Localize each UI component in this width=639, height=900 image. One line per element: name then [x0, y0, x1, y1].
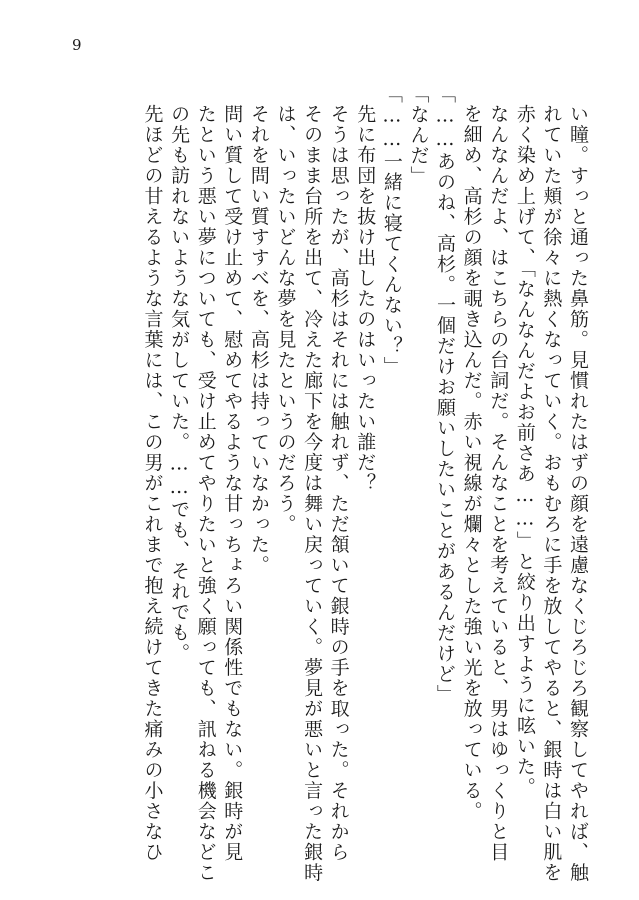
text-line: たという悪い夢についても、受け止めてやりたいと強く願っても、訊ねる機会などこ: [194, 104, 217, 883]
text-line: 赤く染め上げて、「なんなんだよお前さあ……」と絞り出すように呟いた。: [513, 104, 536, 798]
text-line: 問い質して受け止めて、慰めてやるような甘っちょろい関係性でもない。銀時が見: [221, 104, 244, 863]
text-line: を細め、高杉の顔を覗き込んだ。赤い視線が爛々とした強い光を放っている。: [460, 104, 483, 822]
dialogue-line: 「……あのね、高杉。一個だけお願いしたいことがあるんだけど」: [434, 84, 457, 705]
text-line: そうは思ったが、高杉はそれには触れず、ただ頷いて銀時の手を取った。それから: [327, 104, 350, 863]
novel-text-body: [141, 84, 589, 883]
text-line: い瞳。すっと通った鼻筋。見慣れたはずの顔を遠慮なくじろじろ観察してやれば、触: [567, 104, 589, 883]
page-number: 9: [72, 36, 82, 54]
text-line: は、いったいどんな夢を見たというのだろう。: [274, 104, 297, 535]
text-line: 先に布団を抜け出したのはいったい誰だ？: [354, 104, 377, 494]
text-line: の先も訪れないような気がしていた。……でも、それでも。: [168, 104, 191, 664]
text-line: それを問い質すすべを、高杉は持っていなかった。: [247, 104, 270, 576]
dialogue-line: 「なんだ」: [407, 84, 430, 187]
text-line: なんなんだよ、はこちらの台詞だ。そんなことを考えていると、男はゆっくりと目: [487, 104, 510, 863]
text-line: れていた頬が徐々に熱くなっていく。おもむろに手を放してやると、銀時は白い肌を: [540, 104, 563, 883]
text-line: 先ほどの甘えるような言葉には、この男がこれまで抱え続けてきた痛みの小さなひ: [141, 104, 164, 863]
text-line: そのまま台所を出て、冷えた廊下を今度は舞い戻っていく。夢見が悪いと言った銀時: [301, 104, 324, 883]
dialogue-line: 「……一緒に寝てくんない？」: [380, 84, 403, 377]
